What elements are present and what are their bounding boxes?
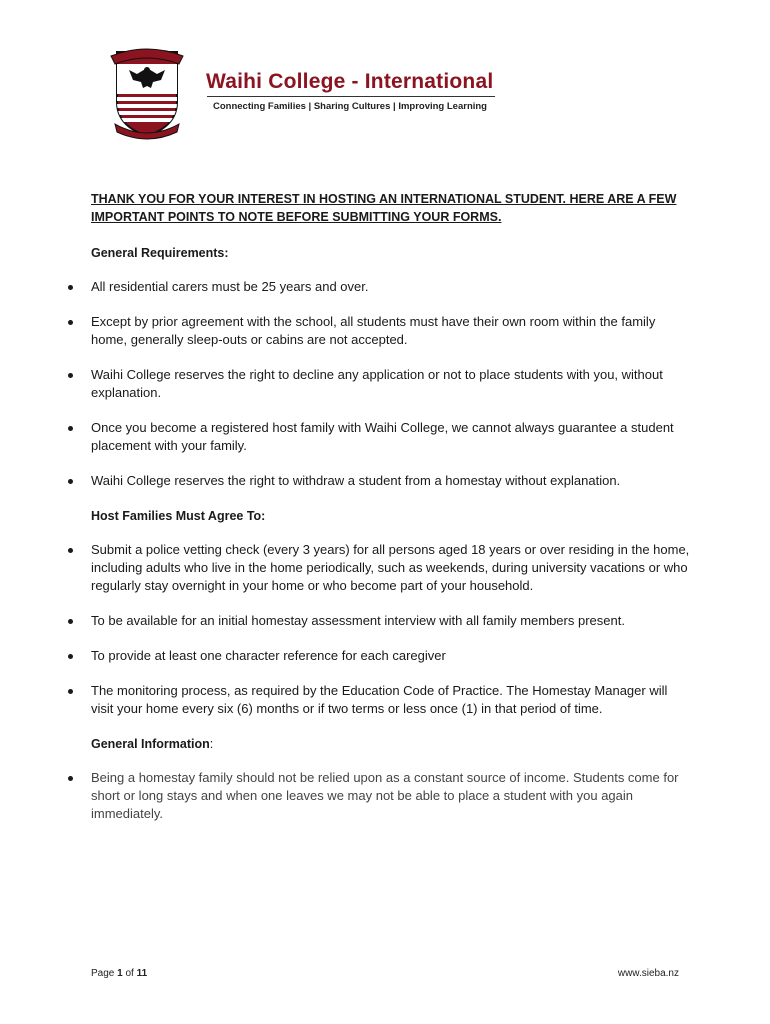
page-current: 1 xyxy=(117,968,123,979)
intro-heading: THANK YOU FOR YOUR INTEREST IN HOSTING AN INTERNATIONAL STUDENT. HERE ARE A FEW IMPORTANT POINTS TO NOTE BEFORE SUBMITTING YOUR FORMS. xyxy=(91,192,677,224)
page-total: 11 xyxy=(136,968,148,979)
list-item: Submit a police vetting check (every 3 years) for all persons aged 18 years or over residing in the home, including adults who live in the home periodically, such as weekends, during university vacations or who regularly stay overnight in your home or who become part of your household. xyxy=(91,542,690,593)
general-information-label: General Information xyxy=(91,737,210,751)
section-title-general-information xyxy=(91,735,691,753)
list-item: Except by prior agreement with the school, all students must have their own room within the family home, generally sleep-outs or cabins are not accepted. xyxy=(91,313,691,349)
general-information-colon: : xyxy=(209,737,214,751)
page-of: of xyxy=(122,968,137,979)
list-item: To provide at least one character reference for each caregiver xyxy=(91,647,691,665)
school-crest-icon xyxy=(107,44,187,140)
header-divider xyxy=(207,96,495,97)
footer-website: www.sieba.nz xyxy=(617,968,679,979)
page-prefix: Page xyxy=(91,968,118,979)
org-name: Waihi College - International xyxy=(206,70,494,93)
list-item: The monitoring process, as required by the Education Code of Practice. The Homestay Manager will visit your home every six (6) months or if two terms or less once (1) in that period of time. xyxy=(91,682,691,718)
list-item: Once you become a registered host family with Waihi College, we cannot always guarantee a student placement with your family. xyxy=(91,419,691,455)
section-title-general-requirements: General Requirements: xyxy=(91,246,229,260)
page-number xyxy=(91,968,147,979)
list-item: Waihi College reserves the right to decline any application or not to place students with you, without explanation. xyxy=(91,366,691,402)
tagline: Connecting Families | Sharing Cultures | Improving Learning xyxy=(213,101,487,112)
general-information-list xyxy=(91,769,691,823)
section-title-host-families: Host Families Must Agree To: xyxy=(91,509,266,523)
list-item: To be available for an initial homestay assessment interview with all family members present. xyxy=(91,612,691,630)
general-requirements-list xyxy=(91,278,691,490)
list-item: Waihi College reserves the right to withdraw a student from a homestay without explanation. xyxy=(91,472,691,490)
list-item: Being a homestay family should not be relied upon as a constant source of income. Students come for short or long stays and when one leaves we may not be able to place a student with you again immediately. xyxy=(91,769,691,823)
list-item: All residential carers must be 25 years and over. xyxy=(91,278,691,296)
document-body xyxy=(91,190,691,840)
host-families-list xyxy=(91,541,691,718)
